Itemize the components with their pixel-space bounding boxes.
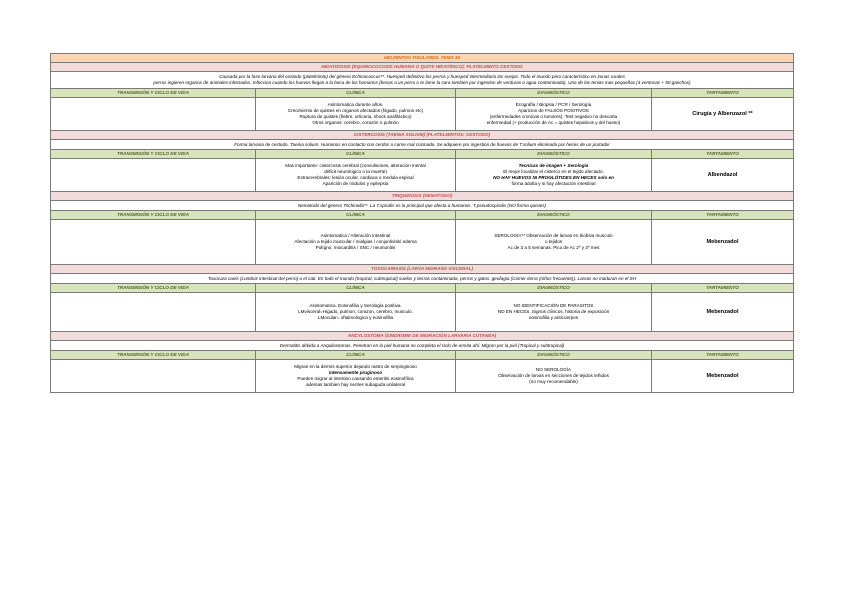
header-clinica: CLÍNICA bbox=[256, 150, 456, 159]
tratamiento-cell: Albendazol bbox=[652, 159, 794, 192]
clinica-cell bbox=[256, 220, 456, 265]
diagnostico-line: eosinofilia y anticuerpos bbox=[528, 315, 579, 320]
clinica-line: Pueden migrar al intestino causando enteritis eosinofílica bbox=[297, 376, 414, 381]
section-title: ANCYLOSTOMA (SINDROME DE MIGRACIÓN LARVARIA CUTANEA) bbox=[51, 332, 794, 341]
column-header-row bbox=[51, 211, 794, 220]
section-header-triquinosis bbox=[51, 192, 794, 201]
section-description bbox=[51, 274, 794, 284]
diagnostico-line: enfermedad (+ producción de Ac = quistes hepaticos y del hueso) bbox=[486, 120, 621, 125]
diagnostico-line: Aparicion de FALSOS POSITIVOS bbox=[518, 108, 589, 113]
clinica-line: LMvisceral=Higado, pulmon, corazon, cerebro, musculo. bbox=[298, 309, 413, 314]
header-diagnostico: DIAGNÓSTICO bbox=[456, 150, 652, 159]
clinica-line: LMocular= oftalmologica y eosinofilia bbox=[317, 315, 394, 320]
title-row bbox=[51, 54, 794, 63]
clinica-line: Aparición de nódulos y epilepsia bbox=[322, 181, 389, 186]
clinica-cell bbox=[256, 98, 456, 131]
section-body-row bbox=[51, 293, 794, 332]
section-header-toxocariasis bbox=[51, 265, 794, 274]
description-line: perros ingieren organos de animales infectados. Infeccion cuando los huevos llegan a la boca de los humanos (besas a un perro o te lame la cara tambien por ingestion de verduras o agua contaminada). Una de las tenias mas pequeñas (4 ventosas + 50 ganchos) bbox=[153, 80, 691, 85]
column-header-row bbox=[51, 284, 794, 293]
clinica-line: Ruptura de quistes (fiebre, urticaria, shock anafiláctico) bbox=[299, 114, 412, 119]
column-header-row bbox=[51, 351, 794, 360]
diagnostico-line: forma adulta y si hay afectación intestinal bbox=[511, 181, 596, 186]
clinica-line: Asintomatica / Alteración intestinal bbox=[320, 233, 391, 238]
header-tratamiento: TARTAMIENTO bbox=[652, 211, 794, 220]
diagnostico-cell bbox=[456, 220, 652, 265]
header-diagnostico: DIAGNÓSTICO bbox=[456, 284, 652, 293]
clinica-cell bbox=[256, 293, 456, 332]
clinica-cell bbox=[256, 360, 456, 393]
diagnostico-line: (no muy recomendable) bbox=[529, 379, 578, 384]
section-title: HIDATIDOSIS (EQUINOCOCOSIS HUMANA O QUITE HIDATÍDICO): PLATELMINTO CESTODO bbox=[51, 63, 794, 72]
description-line: Forma larvaria de cestodo. Taenia solium. Humanos en contacto con cerdos o carne mal cocinada. Se adquiere por ingestión de huevos de T.solium eliminado por heces de un portador bbox=[234, 141, 610, 147]
header-clinica: CLÍNICA bbox=[256, 284, 456, 293]
column-header-row bbox=[51, 150, 794, 159]
header-transmision: TRANSMISIÓN Y CICLO DE VIDA bbox=[51, 150, 256, 159]
section-header-ancylostoma bbox=[51, 332, 794, 341]
section-header-cistercosis bbox=[51, 131, 794, 140]
transmision-cell bbox=[51, 98, 256, 131]
clinica-line: Asintomatica. Eosinofilia y Serología positiva. bbox=[309, 303, 402, 308]
diagnostico-line: El mejor localizar el cisterco en el tejido afectado. bbox=[503, 169, 604, 174]
tratamiento-cell: Mebenzadol bbox=[652, 293, 794, 332]
diagnostico-line: o tejidos bbox=[544, 239, 563, 244]
diagnostico-line: NO SEROLOGÍA bbox=[535, 367, 572, 372]
header-tratamiento: TARTAMIENTO bbox=[652, 89, 794, 98]
header-tratamiento: TARTAMIENTO bbox=[652, 150, 794, 159]
diagnostico-line: Ecografía / Biopsia / PCR / Serología bbox=[515, 102, 592, 107]
diagnostico-line: Ac de 3 a 5 semanas. Pico de Ac 2º y 3º mes bbox=[507, 245, 600, 250]
header-tratamiento: TARTAMIENTO bbox=[652, 351, 794, 360]
section-body-row bbox=[51, 220, 794, 265]
diagnostico-cell bbox=[456, 293, 652, 332]
clinica-line: ademas tambien hay nentes subaguda unilateral bbox=[305, 382, 406, 387]
section-body-row bbox=[51, 159, 794, 192]
transmision-cell bbox=[51, 159, 256, 192]
section-description-row bbox=[51, 274, 794, 284]
diagnostico-line: Observación de larvas en secciones de tejidos teñidos bbox=[498, 373, 609, 378]
header-diagnostico: DIAGNÓSTICO bbox=[456, 351, 652, 360]
diagnostico-line: Tecnicas de imagen + Serología bbox=[518, 163, 589, 168]
transmision-cell bbox=[51, 220, 256, 265]
header-diagnostico: DIAGNÓSTICO bbox=[456, 89, 652, 98]
section-header-hidatidosis bbox=[51, 63, 794, 72]
section-title: TRIQUINOSIS (NEMATODO) bbox=[51, 192, 794, 201]
section-title: CISTERCOSIS (TAENIA SOLIUM) (PLATELMINTOS: CESTODO) bbox=[51, 131, 794, 140]
clinica-line: Extracerebrales: lesión ocular, cardiaca o medula espinal bbox=[297, 175, 414, 180]
section-description bbox=[51, 140, 794, 150]
diagnostico-cell bbox=[456, 360, 652, 393]
header-transmision: TRANSMISIÓN Y CICLO DE VIDA bbox=[51, 351, 256, 360]
diagnostico-cell bbox=[456, 98, 652, 131]
clinica-line: déficit neurologico o la muerte) bbox=[324, 169, 387, 174]
diagnostico-line: SEROLOGÍA** Observación de larvas en biobsia musculo bbox=[494, 233, 613, 238]
description-line: Dermatitis debida a Anquilostomas. Penetran en la piel humana no completa el ciclo de ermita ahí. Migran por la piel (Tropical y subtropical) bbox=[279, 342, 565, 348]
header-diagnostico: DIAGNÓSTICO bbox=[456, 211, 652, 220]
header-clinica: CLÍNICA bbox=[256, 89, 456, 98]
section-description-row bbox=[51, 341, 794, 351]
section-body-row bbox=[51, 360, 794, 393]
header-clinica: CLÍNICA bbox=[256, 211, 456, 220]
section-description bbox=[51, 341, 794, 351]
helmintos-table bbox=[50, 53, 794, 393]
clinica-line: Polígno: miocarditis / SNC / neumonitis bbox=[315, 245, 396, 250]
section-body-row bbox=[51, 98, 794, 131]
header-transmision: TRANSMISIÓN Y CICLO DE VIDA bbox=[51, 89, 256, 98]
header-tratamiento: TARTAMIENTO bbox=[652, 284, 794, 293]
diagnostico-line: NO EN HECES. Signos clínicos, historia de exposición bbox=[497, 309, 610, 314]
section-description-row bbox=[51, 72, 794, 89]
clinica-line: Afectación a tejido muscular / mialgias / conjuntivitis/ edema bbox=[294, 239, 417, 244]
clinica-line: Mas importante: cistercosis cerebral (convulsiones, alteracion mental bbox=[285, 163, 426, 168]
section-title: TOXOCARIASIS (LARVA MIGRANS VISCERAL) bbox=[51, 265, 794, 274]
tratamiento-cell: Mebenzadol bbox=[652, 360, 794, 393]
transmision-cell bbox=[51, 360, 256, 393]
clinica-line: Otros organos: cerebro, corazón o pulmón bbox=[312, 120, 399, 125]
sheet-title: HELMINTOS TISULARES. TEMA 35 bbox=[51, 54, 794, 63]
clinica-line: Migran en la dermis superior dejando rastro de serpinginoso bbox=[294, 364, 417, 369]
tratamiento-cell: Mebenzadol bbox=[652, 220, 794, 265]
header-transmision: TRANSMISIÓN Y CICLO DE VIDA bbox=[51, 211, 256, 220]
header-clinica: CLÍNICA bbox=[256, 351, 456, 360]
clinica-line: intensamente pruginoso bbox=[328, 370, 383, 375]
description-line: Causada por la fase larvaria del cestodo (platelminto) del género Echinococcus**. Huesped definitivo los perros y huesped intermediario las ovejas. Todo el mundo pero característico en zonas rurales bbox=[219, 74, 625, 79]
column-header-row bbox=[51, 89, 794, 98]
tratamiento-cell: Cirugía y Albenzazol ** bbox=[652, 98, 794, 131]
header-transmision: TRANSMISIÓN Y CICLO DE VIDA bbox=[51, 284, 256, 293]
diagnostico-cell bbox=[456, 159, 652, 192]
clinica-line: Crecimiento de quistes en organos afectados (higado, pulmon etc) bbox=[287, 108, 424, 113]
section-description bbox=[51, 72, 794, 89]
transmision-cell bbox=[51, 293, 256, 332]
section-description bbox=[51, 201, 794, 211]
diagnostico-line: NO HAY HUEVOS NI PROGLÓTIDES EN HECES solo en bbox=[493, 175, 614, 180]
diagnostico-line: (enfermedades cronicas o tumores). Test negativo no descarta bbox=[489, 114, 618, 119]
description-line: Nematodo del genero Trichinella**. La T.spiralis es la principal que afecta a humanos. T.pseudospiralis (NO forma quistes) bbox=[297, 202, 547, 208]
section-description-row bbox=[51, 201, 794, 211]
clinica-line: Asintomatica durante años. bbox=[327, 102, 384, 107]
section-description-row bbox=[51, 140, 794, 150]
description-line: Toxocara canis (Lombriz intestinal del perro) o el cati. En todo el mundo (tropical, subtropical) suelos y tierras contaminada, perros y gatos. geofagia (Comer tierra (niños frecuente)). Larvas no maduran en el SH bbox=[207, 275, 637, 281]
diagnostico-line: NO IDENTIFICACIÓN DE PARASITOS bbox=[513, 303, 594, 308]
clinica-cell bbox=[256, 159, 456, 192]
